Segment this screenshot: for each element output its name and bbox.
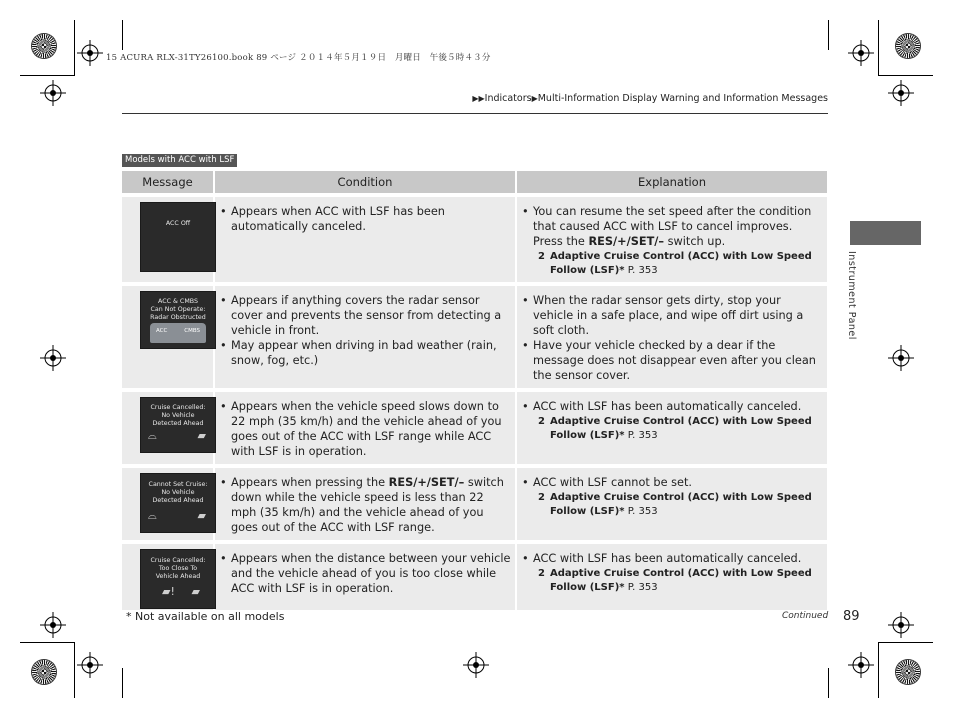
registration-mark-icon (463, 652, 489, 678)
explanation-cell (517, 540, 827, 610)
cross-reference-icon: 2 (538, 416, 545, 427)
explanation-bullet: • ACC with LSF cannot be set. (520, 475, 824, 490)
vehicle-outline-icon: ⌓ (148, 509, 157, 522)
footnote: * Not available on all models (126, 610, 285, 623)
model-tag: Models with ACC with LSF (122, 154, 237, 167)
display-message-image (140, 397, 216, 453)
breadcrumb-arrows-icon: ▶▶ (472, 94, 485, 103)
condition-cell (215, 540, 517, 610)
message-cell (122, 193, 215, 282)
vehicle-icon: ▰ (197, 509, 206, 522)
explanation-bullet: • ACC with LSF has been automatically canceled. (520, 551, 824, 566)
registration-mark-icon (848, 40, 874, 66)
color-rosette-top-right (896, 34, 920, 58)
color-rosette-bottom-right (896, 660, 920, 684)
condition-bullet: • Appears when ACC with LSF has been automatically canceled. (218, 204, 512, 234)
cross-reference-link[interactable]: 2 Adaptive Cruise Control (ACC) with Low Speed Follow (LSF)* P. 353 (538, 416, 812, 441)
breadcrumb (472, 93, 828, 104)
message-cell (122, 540, 215, 610)
registration-mark-icon (848, 652, 874, 678)
column-header-condition: Condition (215, 171, 517, 193)
screen-text-line: Cannot Set Cruise: (148, 481, 208, 488)
table-row (122, 282, 827, 388)
explanation-cell (517, 193, 827, 282)
vehicle-icon: ▰ (197, 429, 206, 442)
registration-mark-icon (888, 612, 914, 638)
screen-text-line: Vehicle Ahead (155, 573, 201, 581)
registration-mark-icon (40, 345, 66, 371)
cross-reference-link[interactable]: 2 Adaptive Cruise Control (ACC) with Low Speed Follow (LSF)* P. 353 (538, 568, 812, 593)
screen-text-line: Too Close To (158, 565, 198, 573)
column-header-explanation: Explanation (517, 171, 827, 193)
condition-bullet: • Appears when the distance between your vehicle and the vehicle ahead of you is too close while ACC with LSF is in operation. (218, 551, 512, 596)
condition-cell (215, 282, 517, 388)
column-header-message: Message (122, 171, 215, 193)
condition-bullet: • May appear when driving in bad weather (rain, snow, fog, etc.) (218, 338, 512, 368)
breadcrumb-section: Indicators (484, 93, 532, 104)
screen-text-line: Detected Ahead (152, 420, 204, 428)
explanation-bullet: • You can resume the set speed after the condition that caused ACC with LSF to cancel improves. Press the RES/+/SET/– switch up. (520, 204, 824, 249)
condition-cell (215, 193, 517, 282)
explanation-bullet: • ACC with LSF has been automatically canceled. (520, 399, 824, 414)
section-tab (850, 221, 921, 245)
registration-mark-icon (77, 652, 103, 678)
section-label: Instrument Panel (846, 251, 857, 340)
table-row (122, 388, 827, 464)
display-message-image (140, 202, 216, 272)
message-cell (122, 388, 215, 464)
screen-text-line: Detected Ahead (152, 497, 204, 505)
vehicle-warning-icon: ▰! (162, 585, 175, 598)
table-header-row (122, 171, 827, 193)
screen-text-line: Radar Obstructed (150, 314, 206, 322)
continued-label: Continued (782, 611, 829, 621)
condition-bullet: • Appears if anything covers the radar sensor cover and prevents the sensor from detecting a vehicle in front. (218, 293, 512, 338)
condition-cell (215, 464, 517, 540)
screen-text-line: Cruise Cancelled: (150, 404, 206, 411)
page-number: 89 (843, 609, 860, 624)
registration-mark-icon (40, 80, 66, 106)
explanation-cell (517, 282, 827, 388)
explanation-bullet: • Have your vehicle checked by a dear if the message does not disappear even after you clean the sensor cover. (520, 338, 824, 383)
display-message-image (140, 473, 216, 533)
condition-bullet: • Appears when pressing the RES/+/SET/– switch down while the vehicle speed is less than 22 mph (35 km/h) and the vehicle ahead of you goes out of the ACC with LSF range. (218, 475, 512, 535)
table-row (122, 193, 827, 282)
header-divider (122, 113, 828, 114)
screen-text-line: Can Not Operate: (150, 306, 206, 314)
screen-text-line: ACC & CMBS (158, 298, 198, 305)
breadcrumb-separator-icon: ▶ (531, 94, 538, 103)
registration-mark-icon (40, 612, 66, 638)
table-row (122, 464, 827, 540)
screen-text-line: ACC Off (165, 220, 191, 227)
cross-reference-icon: 2 (538, 568, 545, 579)
condition-bullet: • Appears when the vehicle speed slows down to 22 mph (35 km/h) and the vehicle ahead of you goes out of the ACC with LSF range while ACC with LSF is in operation. (218, 399, 512, 459)
message-cell (122, 282, 215, 388)
display-message-image (140, 549, 216, 609)
color-rosette-top-left (32, 34, 56, 58)
screen-text-line: No Vehicle (161, 412, 195, 420)
message-table (122, 171, 827, 610)
cross-reference-icon: 2 (538, 492, 545, 503)
registration-mark-icon (77, 40, 103, 66)
display-message-image (140, 291, 216, 349)
condition-cell (215, 388, 517, 464)
screen-text-line: No Vehicle (161, 489, 195, 497)
explanation-cell (517, 388, 827, 464)
vehicle-icon: ▰ (191, 585, 200, 598)
message-cell (122, 464, 215, 540)
explanation-bullet: • When the radar sensor gets dirty, stop your vehicle in a safe place, and wipe off dirt using a soft cloth. (520, 293, 824, 338)
cross-reference-link[interactable]: 2 Adaptive Cruise Control (ACC) with Low Speed Follow (LSF)* P. 353 (538, 492, 812, 517)
radar-sensor-icon: ACC CMBS (150, 323, 206, 343)
breadcrumb-page: Multi-Information Display Warning and Information Messages (537, 93, 828, 104)
registration-mark-icon (888, 345, 914, 371)
vehicle-outline-icon: ⌓ (148, 429, 157, 442)
table-row (122, 540, 827, 610)
explanation-cell (517, 464, 827, 540)
cross-reference-link[interactable]: 2 Adaptive Cruise Control (ACC) with Low Speed Follow (LSF)* P. 353 (538, 251, 812, 276)
color-rosette-bottom-left (32, 660, 56, 684)
print-header: 15 ACURA RLX-31TY26100.book 89 ページ ２０１４年５月１９日 月曜日 午後５時４３分 (106, 53, 491, 63)
screen-text-line: Cruise Cancelled: (150, 557, 206, 564)
registration-mark-icon (888, 80, 914, 106)
cross-reference-icon: 2 (538, 251, 545, 262)
